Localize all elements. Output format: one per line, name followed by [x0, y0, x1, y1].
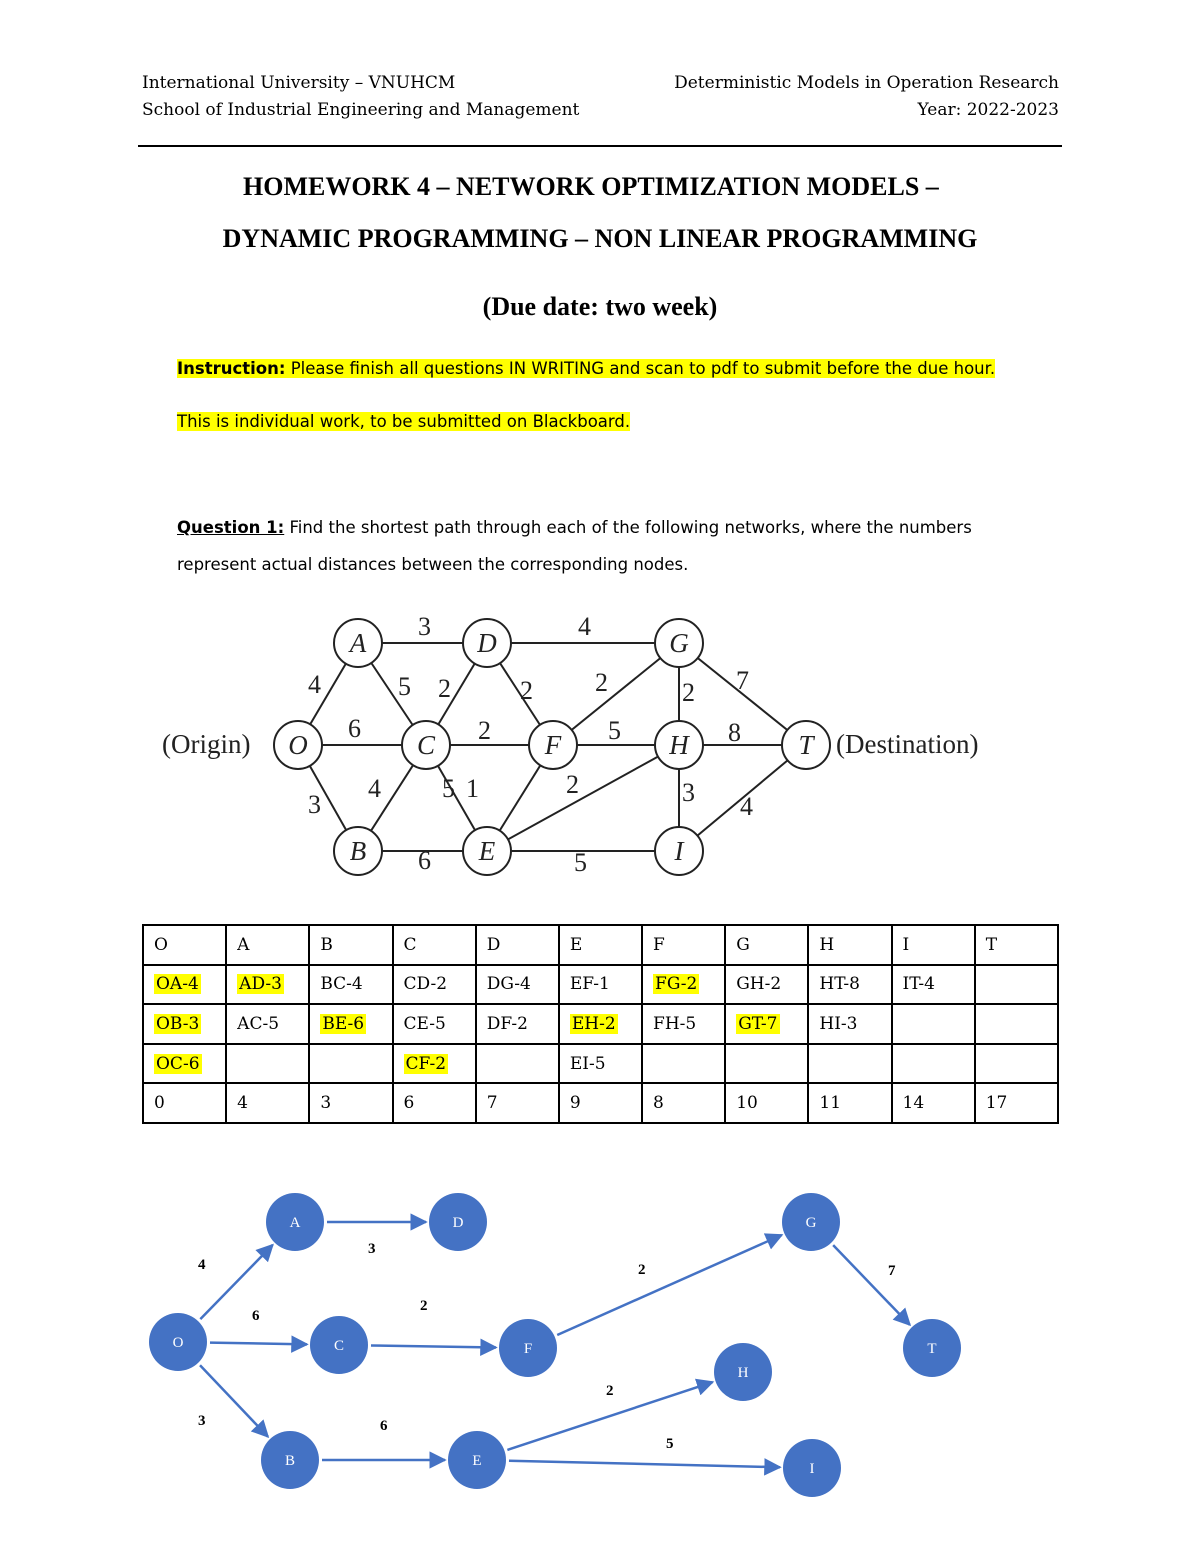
- tree-node-D: [429, 1193, 487, 1251]
- tree-node-label: F: [523, 1341, 533, 1357]
- tree-node-label: O: [172, 1335, 184, 1351]
- tree-weight-AD: 3: [368, 1241, 376, 1257]
- tree-weight-EI: 5: [666, 1436, 674, 1452]
- network-weight-OC: 6: [348, 714, 361, 743]
- header-right: [674, 70, 1059, 124]
- table-cell-text: D: [486, 934, 501, 955]
- table-cell: [309, 925, 392, 965]
- tree-weight-FG: 2: [638, 1262, 646, 1278]
- network-weight-BC: 4: [368, 774, 381, 803]
- tree-node-H: [714, 1343, 772, 1401]
- network-weight-DF: 2: [520, 676, 533, 705]
- tree-weight-CF: 2: [420, 1298, 428, 1314]
- solution-table: [142, 924, 1059, 1124]
- tree-weight-BE: 6: [380, 1418, 388, 1434]
- question-1-text: Find the shortest path through each of the following networks, where the numbers: [284, 518, 972, 537]
- network-weight-HI: 3: [682, 778, 695, 807]
- network-weight-AD: 3: [418, 612, 431, 641]
- table-row: [143, 1044, 1058, 1084]
- table-row: [143, 965, 1058, 1005]
- network-node-label: E: [478, 836, 496, 866]
- network-node-B: [334, 827, 382, 875]
- network-node-label: D: [477, 628, 497, 658]
- table-cell: [642, 965, 725, 1005]
- table-cell: [642, 1083, 725, 1123]
- network-weight-EH: 2: [566, 770, 579, 799]
- table-cell: [143, 1004, 226, 1044]
- destination-label: (Destination): [836, 729, 979, 759]
- tree-edge-OA: [200, 1245, 272, 1319]
- network-weight-IT: 4: [740, 792, 753, 821]
- table-row: [143, 925, 1058, 965]
- table-row: [143, 1083, 1058, 1123]
- network-weight-BE: 6: [418, 846, 431, 875]
- table-cell: [975, 925, 1058, 965]
- network-edge-EH: [487, 745, 679, 851]
- table-cell-text: BE-6: [322, 1013, 365, 1034]
- table-cell: [808, 1083, 891, 1123]
- school-name: School of Industrial Engineering and Management: [142, 100, 580, 120]
- header-left: [142, 70, 579, 124]
- academic-year: Year: 2022-2023: [917, 100, 1059, 120]
- instruction-text-2: This is individual work, to be submitted on Blackboard.: [177, 412, 631, 431]
- table-cell-text: E: [569, 934, 583, 955]
- table-cell-text: DF-2: [486, 1013, 528, 1034]
- table-cell: [642, 1044, 725, 1084]
- table-cell: [725, 1083, 808, 1123]
- tree-node-label: T: [927, 1341, 937, 1357]
- table-cell-text: 11: [819, 1093, 842, 1114]
- network-node-D: [463, 619, 511, 667]
- table-cell: [892, 1004, 975, 1044]
- tree-node-label: E: [472, 1453, 482, 1469]
- network-weight-OB: 3: [308, 790, 321, 819]
- table-cell-text: CE-5: [403, 1013, 446, 1034]
- table-cell-text: H: [819, 934, 835, 955]
- network-node-label: C: [416, 730, 436, 760]
- table-cell: [725, 1044, 808, 1084]
- network-weight-CE: 5: [442, 774, 455, 803]
- table-cell: [559, 1083, 642, 1123]
- table-cell-text: F: [653, 934, 665, 955]
- table-cell: [226, 1044, 309, 1084]
- table-cell-text: G: [736, 934, 750, 955]
- table-cell-text: I: [902, 934, 910, 955]
- table-cell-text: 6: [403, 1093, 415, 1114]
- tree-edge-OB: [200, 1365, 268, 1437]
- tree-weight-OA: 4: [198, 1257, 206, 1273]
- network-weight-EI: 5: [574, 848, 587, 877]
- title-line-1: HOMEWORK 4 – NETWORK OPTIMIZATION MODELS –: [243, 172, 939, 201]
- table-cell: [808, 925, 891, 965]
- table-cell-text: GT-7: [738, 1013, 778, 1034]
- table-cell-text: OB-3: [156, 1013, 200, 1034]
- course-name: Deterministic Models in Operation Research: [674, 73, 1059, 93]
- table-cell: [808, 965, 891, 1005]
- table-cell-text: 3: [320, 1093, 332, 1114]
- network-diagram: [150, 605, 1030, 895]
- origin-label: (Origin): [162, 729, 251, 759]
- network-weight-FH: 5: [608, 716, 621, 745]
- tree-node-label: C: [333, 1338, 345, 1354]
- table-cell-text: FG-2: [655, 974, 698, 995]
- table-cell-text: 4: [237, 1093, 248, 1114]
- question-1-line-1: [177, 518, 972, 537]
- question-1-line-2: represent actual distances between the corresponding nodes.: [177, 555, 689, 574]
- network-node-label: A: [349, 628, 367, 658]
- network-weight-HT: 8: [728, 718, 741, 747]
- tree-node-O: [149, 1313, 207, 1371]
- tree-weight-OC: 6: [252, 1308, 260, 1324]
- tree-edge-FG: [557, 1235, 782, 1335]
- table-cell: [143, 1083, 226, 1123]
- tree-edge-OC: [210, 1343, 307, 1345]
- table-row: [143, 1004, 1058, 1044]
- network-node-F: [529, 721, 577, 769]
- network-node-A: [334, 619, 382, 667]
- network-node-I: [655, 827, 703, 875]
- table-cell: [226, 1083, 309, 1123]
- table-cell-text: EI-5: [569, 1053, 606, 1074]
- instruction-text: Please finish all questions IN WRITING and scan to pdf to submit before the due hour.: [285, 359, 996, 378]
- tree-edge-EI: [509, 1461, 780, 1467]
- table-cell: [975, 1083, 1058, 1123]
- table-cell-text: CF-2: [405, 1053, 447, 1074]
- title-line-2: DYNAMIC PROGRAMMING – NON LINEAR PROGRAMMING: [222, 224, 978, 253]
- table-cell-text: OA-4: [156, 974, 199, 995]
- table-cell: [975, 965, 1058, 1005]
- network-node-G: [655, 619, 703, 667]
- table-cell: [892, 925, 975, 965]
- table-cell: [226, 965, 309, 1005]
- table-cell-text: 10: [736, 1093, 758, 1114]
- tree-node-label: A: [289, 1215, 301, 1231]
- table-cell: [393, 1044, 476, 1084]
- network-node-label: I: [674, 836, 684, 866]
- network-weight-EF: 1: [466, 774, 479, 803]
- table-cell: [892, 1083, 975, 1123]
- due-date: (Due date: two week): [482, 292, 718, 321]
- table-cell: [725, 1004, 808, 1044]
- table-cell: [725, 965, 808, 1005]
- table-cell: [559, 1044, 642, 1084]
- tree-edge-GT: [833, 1245, 910, 1325]
- table-cell-text: T: [985, 934, 998, 955]
- table-cell: [393, 925, 476, 965]
- shortest-path-tree: [0, 1170, 1200, 1553]
- instruction-line-1: [177, 359, 995, 378]
- network-weight-FG: 2: [595, 668, 608, 697]
- table-cell: [309, 965, 392, 1005]
- table-cell: [476, 1044, 559, 1084]
- network-node-E: [463, 827, 511, 875]
- table-cell: [393, 1083, 476, 1123]
- table-cell: [642, 1004, 725, 1044]
- network-node-label: T: [798, 730, 814, 760]
- network-weight-OA: 4: [308, 670, 321, 699]
- table-cell-text: DG-4: [486, 974, 531, 995]
- network-weight-GT: 7: [736, 666, 749, 695]
- table-cell-text: C: [403, 934, 417, 955]
- table-cell-text: CD-2: [403, 974, 448, 995]
- table-cell: [559, 925, 642, 965]
- tree-node-B: [261, 1431, 319, 1489]
- table-cell: [393, 1004, 476, 1044]
- table-cell: [476, 1004, 559, 1044]
- table-cell-text: FH-5: [653, 1013, 697, 1034]
- university-name: International University – VNUHCM: [142, 73, 456, 93]
- table-cell-text: B: [320, 934, 333, 955]
- table-cell: [642, 925, 725, 965]
- tree-node-I: [783, 1439, 841, 1497]
- table-cell-text: 0: [154, 1093, 165, 1114]
- network-weight-CF: 2: [478, 716, 491, 745]
- table-cell: [393, 965, 476, 1005]
- table-cell-text: EF-1: [569, 974, 610, 995]
- network-node-label: H: [669, 730, 689, 760]
- tree-node-C: [310, 1316, 368, 1374]
- tree-edge-CF: [371, 1346, 496, 1348]
- tree-node-label: D: [452, 1215, 464, 1231]
- table-cell-text: IT-4: [902, 974, 935, 995]
- table-cell-text: 8: [653, 1093, 664, 1114]
- table-cell: [975, 1004, 1058, 1044]
- table-cell: [808, 1044, 891, 1084]
- table-cell: [309, 1083, 392, 1123]
- table-cell-text: BC-4: [320, 974, 363, 995]
- network-node-label: F: [544, 730, 562, 760]
- tree-weight-EH: 2: [606, 1383, 614, 1399]
- table-cell-text: O: [154, 934, 168, 955]
- tree-node-F: [499, 1319, 557, 1377]
- table-cell-text: 7: [486, 1093, 498, 1114]
- table-cell: [725, 925, 808, 965]
- table-cell: [226, 1004, 309, 1044]
- tree-weight-GT: 7: [888, 1263, 896, 1279]
- table-cell: [892, 1044, 975, 1084]
- table-cell-text: AD-3: [239, 974, 282, 995]
- table-cell-text: AC-5: [237, 1013, 280, 1034]
- table-cell: [476, 1083, 559, 1123]
- instruction-line-2: [177, 412, 630, 431]
- table-cell: [808, 1004, 891, 1044]
- table-cell-text: 14: [902, 1093, 925, 1114]
- table-cell-text: 9: [569, 1093, 581, 1114]
- network-node-label: O: [288, 730, 308, 760]
- table-cell: [559, 1004, 642, 1044]
- table-cell-text: HI-3: [819, 1013, 858, 1034]
- network-node-H: [655, 721, 703, 769]
- table-cell: [143, 925, 226, 965]
- table-cell: [143, 1044, 226, 1084]
- table-cell: [309, 1004, 392, 1044]
- table-cell: [476, 965, 559, 1005]
- table-cell: [226, 925, 309, 965]
- tree-node-label: G: [805, 1215, 817, 1231]
- header-rule: [138, 145, 1062, 147]
- table-cell: [309, 1044, 392, 1084]
- table-cell-text: OC-6: [156, 1053, 200, 1074]
- table-cell: [559, 965, 642, 1005]
- table-cell-text: EH-2: [571, 1013, 616, 1034]
- table-cell: [975, 1044, 1058, 1084]
- table-cell: [143, 965, 226, 1005]
- table-cell: [892, 965, 975, 1005]
- network-node-T: [782, 721, 830, 769]
- network-node-C: [402, 721, 450, 769]
- table-cell: [476, 925, 559, 965]
- network-weight-CD: 2: [438, 674, 451, 703]
- network-weight-DG: 4: [578, 612, 591, 641]
- table-cell-text: HT-8: [819, 974, 860, 995]
- network-node-O: [274, 721, 322, 769]
- network-weight-GH: 2: [682, 678, 695, 707]
- tree-node-E: [448, 1431, 506, 1489]
- tree-node-G: [782, 1193, 840, 1251]
- tree-node-T: [903, 1319, 961, 1377]
- tree-node-A: [266, 1193, 324, 1251]
- table-cell-text: 17: [985, 1093, 1008, 1114]
- tree-weight-OB: 3: [198, 1413, 206, 1429]
- table-cell-text: GH-2: [736, 974, 782, 995]
- network-weight-AC: 5: [398, 672, 411, 701]
- tree-node-label: H: [737, 1365, 749, 1381]
- network-node-label: G: [669, 628, 689, 658]
- network-node-label: B: [349, 836, 367, 866]
- tree-node-label: I: [809, 1461, 815, 1477]
- question-1-label: Question 1:: [177, 518, 285, 537]
- table-cell-text: A: [237, 934, 250, 955]
- tree-node-label: B: [284, 1453, 296, 1469]
- instruction-label: Instruction:: [177, 359, 286, 378]
